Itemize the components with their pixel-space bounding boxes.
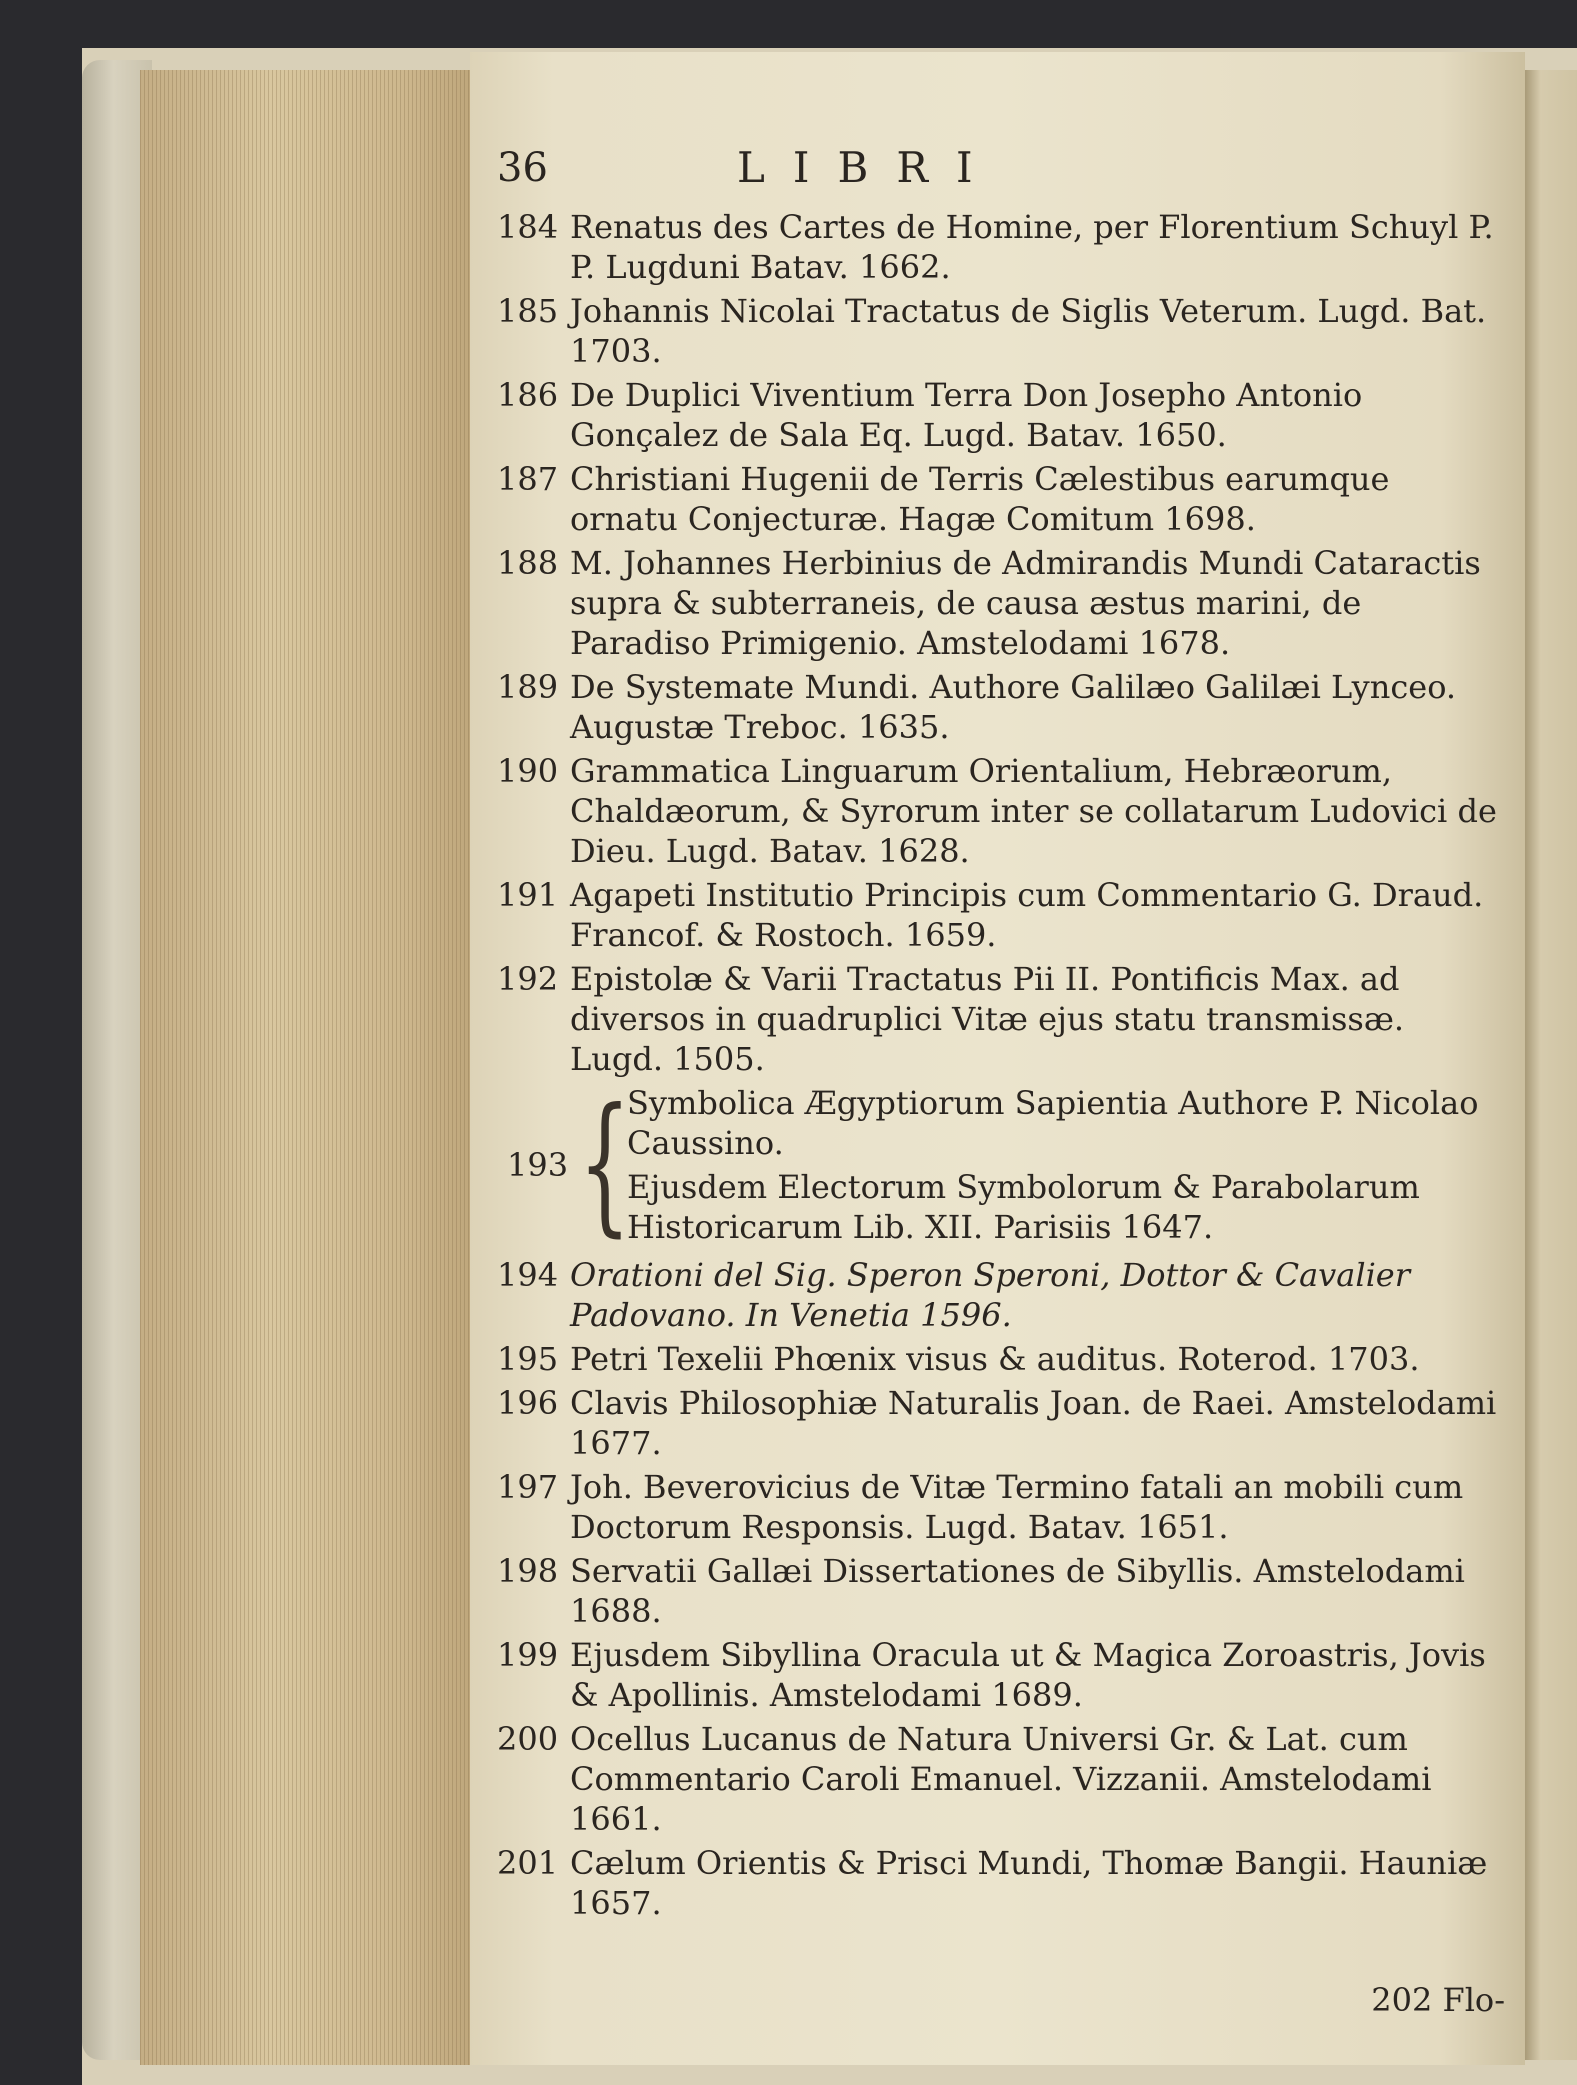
entry-number: 200	[497, 1720, 559, 1758]
entry-text: Clavis Philosophiæ Naturalis Joan. de Raei. Amstelodami 1677.	[570, 1384, 1497, 1462]
catalog-entry	[497, 1255, 1505, 1335]
catalog-entry	[497, 667, 1505, 747]
catalog-entry	[497, 875, 1505, 955]
catalog-entry	[497, 375, 1505, 455]
entry-text: Christiani Hugenii de Terris Cælestibus earumque ornatu Conjecturæ. Hagæ Comitum 1698.	[570, 460, 1390, 538]
entry-number: 193	[507, 1146, 569, 1184]
page-number: 36	[497, 145, 548, 191]
entry-number: 185	[497, 292, 559, 330]
catalog-entry	[497, 1383, 1505, 1463]
entry-text: De Systemate Mundi. Authore Galilæo Galilæi Lynceo. Augustæ Treboc. 1635.	[570, 668, 1457, 746]
entry-text: Servatii Gallæi Dissertationes de Sibyllis. Amstelodami 1688.	[570, 1552, 1465, 1630]
entry-text: Orationi del Sig. Speron Speroni, Dottor & Cavalier Padovano. In Venetia 1596.	[570, 1256, 1411, 1334]
entry-number: 195	[497, 1340, 559, 1378]
entry-number: 199	[497, 1636, 559, 1674]
page-text-area	[497, 142, 1505, 2042]
entry-text: De Duplici Viventium Terra Don Josepho Antonio Gonçalez de Sala Eq. Lugd. Batav. 1650.	[570, 376, 1363, 454]
entry-text: Ejusdem Sibyllina Oracula ut & Magica Zoroastris, Jovis & Apollinis. Amstelodami 1689.	[570, 1636, 1486, 1714]
entry-number: 186	[497, 376, 559, 414]
entry-number: 201	[497, 1844, 559, 1882]
entry-text: Petri Texelii Phœnix visus & auditus. Roterod. 1703.	[570, 1340, 1420, 1378]
catalog-entry	[497, 459, 1505, 539]
entry-text: Ocellus Lucanus de Natura Universi Gr. & Lat. cum Commentario Caroli Emanuel. Vizzanii. Amstelodami 1661.	[570, 1720, 1432, 1838]
catalog-entry	[497, 959, 1505, 1079]
catalog-entry	[497, 291, 1505, 371]
entry-number: 192	[497, 960, 559, 998]
catalog-entry	[497, 1339, 1505, 1379]
catalog-entry	[497, 207, 1505, 287]
catalog-entry	[497, 543, 1505, 663]
catalog-entry	[497, 1719, 1505, 1839]
catchword: 202 Flo-	[1371, 1981, 1505, 2019]
catalog-entry-bracketed	[497, 1077, 1505, 1251]
page-header	[497, 142, 1505, 202]
entry-number: 198	[497, 1552, 559, 1590]
entry-number: 188	[497, 544, 559, 582]
entry-number: 189	[497, 668, 559, 706]
entry-text: Grammatica Linguarum Orientalium, Hebræorum, Chaldæorum, & Syrorum inter se collatarum Ludovici de Dieu. Lugd. Batav. 1628.	[570, 752, 1497, 870]
entry-number: 194	[497, 1256, 559, 1294]
entry-number: 191	[497, 876, 559, 914]
entry-number: 184	[497, 208, 559, 246]
entry-text: Renatus des Cartes de Homine, per Florentium Schuyl P. P. Lugduni Batav. 1662.	[570, 208, 1494, 286]
entry-number: 187	[497, 460, 559, 498]
entry-text: Cælum Orientis & Prisci Mundi, Thomæ Bangii. Hauniæ 1657.	[570, 1844, 1488, 1922]
entry-text: M. Johannes Herbinius de Admirandis Mundi Cataractis supra & subterraneis, de causa æstus marini, de Paradiso Primigenio. Amstelodami 1678.	[570, 544, 1481, 662]
catalog-entry	[497, 1467, 1505, 1547]
catalog-entries	[497, 207, 1505, 1927]
running-title: LIBRI	[737, 143, 1001, 192]
page-stack-edge	[140, 70, 472, 2065]
catalog-entry	[497, 751, 1505, 871]
entry-subitem: Symbolica Ægyptiorum Sapientia Authore P. Nicolao Caussino.	[627, 1084, 1479, 1162]
entry-text: Joh. Beverovicius de Vitæ Termino fatali an mobili cum Doctorum Responsis. Lugd. Batav. 1651.	[570, 1468, 1464, 1546]
entry-text: Agapeti Institutio Principis cum Commentario G. Draud. Francof. & Rostoch. 1659.	[570, 876, 1484, 954]
entry-number: 190	[497, 752, 559, 790]
catalog-entry	[497, 1843, 1505, 1923]
entry-text: Epistolæ & Varii Tractatus Pii II. Pontificis Max. ad diversos in quadruplici Vitæ ejus statu transmissæ. Lugd. 1505.	[570, 960, 1405, 1078]
entry-subitem: Ejusdem Electorum Symbolorum & Parabolarum Historicarum Lib. XII. Parisiis 1647.	[627, 1168, 1420, 1246]
entry-text: Johannis Nicolai Tractatus de Siglis Veterum. Lugd. Bat. 1703.	[570, 292, 1487, 370]
entry-number: 196	[497, 1384, 559, 1422]
entry-number: 197	[497, 1468, 559, 1506]
catalog-entry	[497, 1635, 1505, 1715]
curly-brace-icon: {	[578, 1077, 631, 1251]
catalog-entry	[497, 1551, 1505, 1631]
next-page-edge	[1525, 70, 1577, 2060]
